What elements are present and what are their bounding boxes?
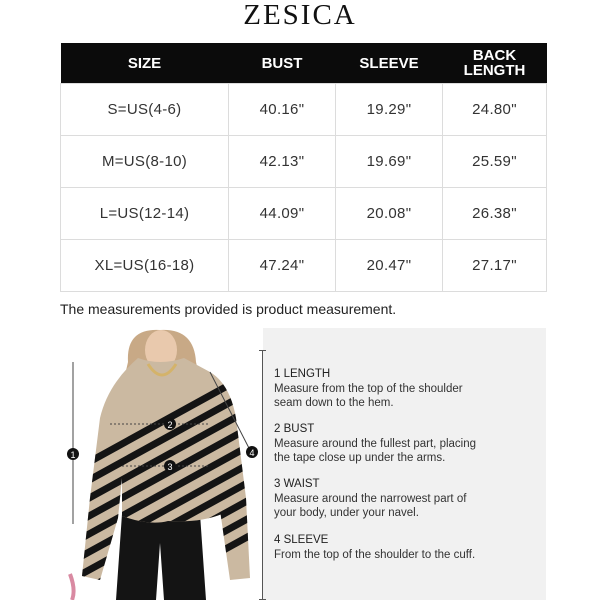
brand-logo: ZESICA: [243, 0, 357, 31]
header-back-length: [443, 43, 547, 84]
measure-sleeve: [274, 533, 534, 562]
guide-divider-line: [262, 350, 263, 600]
measure-bust-desc-1: Measure around the fullest part, placing: [274, 437, 477, 450]
guide-tick-top: [259, 350, 266, 351]
marker-3: [164, 460, 176, 472]
table-row: [61, 136, 547, 188]
marker-1: [67, 448, 79, 460]
header-size: SIZE: [61, 43, 229, 84]
cell-back-length: 24.80": [443, 84, 547, 136]
measure-waist-title: 3 WAIST: [274, 478, 320, 490]
cell-sleeve: 19.29": [336, 84, 443, 136]
cell-back-length: 26.38": [443, 188, 547, 240]
measurement-note: The measurements provided is product measurement.: [60, 301, 397, 317]
measure-waist-desc-2: your body, under your navel.: [274, 507, 419, 519]
table-row: [61, 84, 547, 136]
cell-size: S=US(4-6): [61, 84, 229, 136]
marker-1-label: 1: [70, 450, 76, 460]
measure-bust-desc-2: the tape close up under the arms.: [274, 452, 446, 464]
bag-strap-shape: [70, 574, 74, 600]
cell-bust: 44.09": [229, 188, 336, 240]
cell-back-length: 27.17": [443, 240, 547, 292]
measure-length: [274, 367, 534, 411]
cell-size: XL=US(16-18): [61, 240, 229, 292]
cell-sleeve: 20.08": [336, 188, 443, 240]
sweater-shape: [60, 328, 260, 600]
cell-bust: 42.13": [229, 136, 336, 188]
marker-2: [164, 418, 176, 430]
table-header-row: [61, 43, 547, 84]
measure-length-title: 1 LENGTH: [274, 368, 331, 380]
marker-4-label: 4: [249, 448, 255, 458]
table-row: [61, 240, 547, 292]
measure-bust: [274, 422, 534, 466]
cell-size: L=US(12-14): [61, 188, 229, 240]
header-sleeve: SLEEVE: [336, 43, 443, 84]
size-chart-table: [60, 43, 547, 292]
cell-sleeve: 20.47": [336, 240, 443, 292]
measure-length-desc-2: seam down to the hem.: [274, 397, 394, 409]
model-photo: [60, 328, 260, 600]
header-bust: BUST: [229, 43, 336, 84]
measure-sleeve-title: 4 SLEEVE: [274, 534, 329, 546]
header-back-length-label: BACK LENGTH: [463, 47, 526, 79]
measure-waist: [274, 477, 534, 521]
measure-waist-desc-1: Measure around the narrowest part of: [274, 492, 467, 505]
cell-back-length: 25.59": [443, 136, 547, 188]
marker-3-label: 3: [167, 462, 173, 472]
cell-sleeve: 19.69": [336, 136, 443, 188]
marker-2-label: 2: [167, 420, 173, 430]
marker-4: [246, 446, 258, 458]
measure-sleeve-desc-1: From the top of the shoulder to the cuff.: [274, 548, 476, 561]
cell-bust: 40.16": [229, 84, 336, 136]
measure-bust-title: 2 BUST: [274, 423, 315, 435]
table-row: [61, 188, 547, 240]
cell-size: M=US(8-10): [61, 136, 229, 188]
cell-bust: 47.24": [229, 240, 336, 292]
pants-shape: [116, 514, 206, 600]
measure-length-desc-1: Measure from the top of the shoulder: [274, 382, 463, 395]
